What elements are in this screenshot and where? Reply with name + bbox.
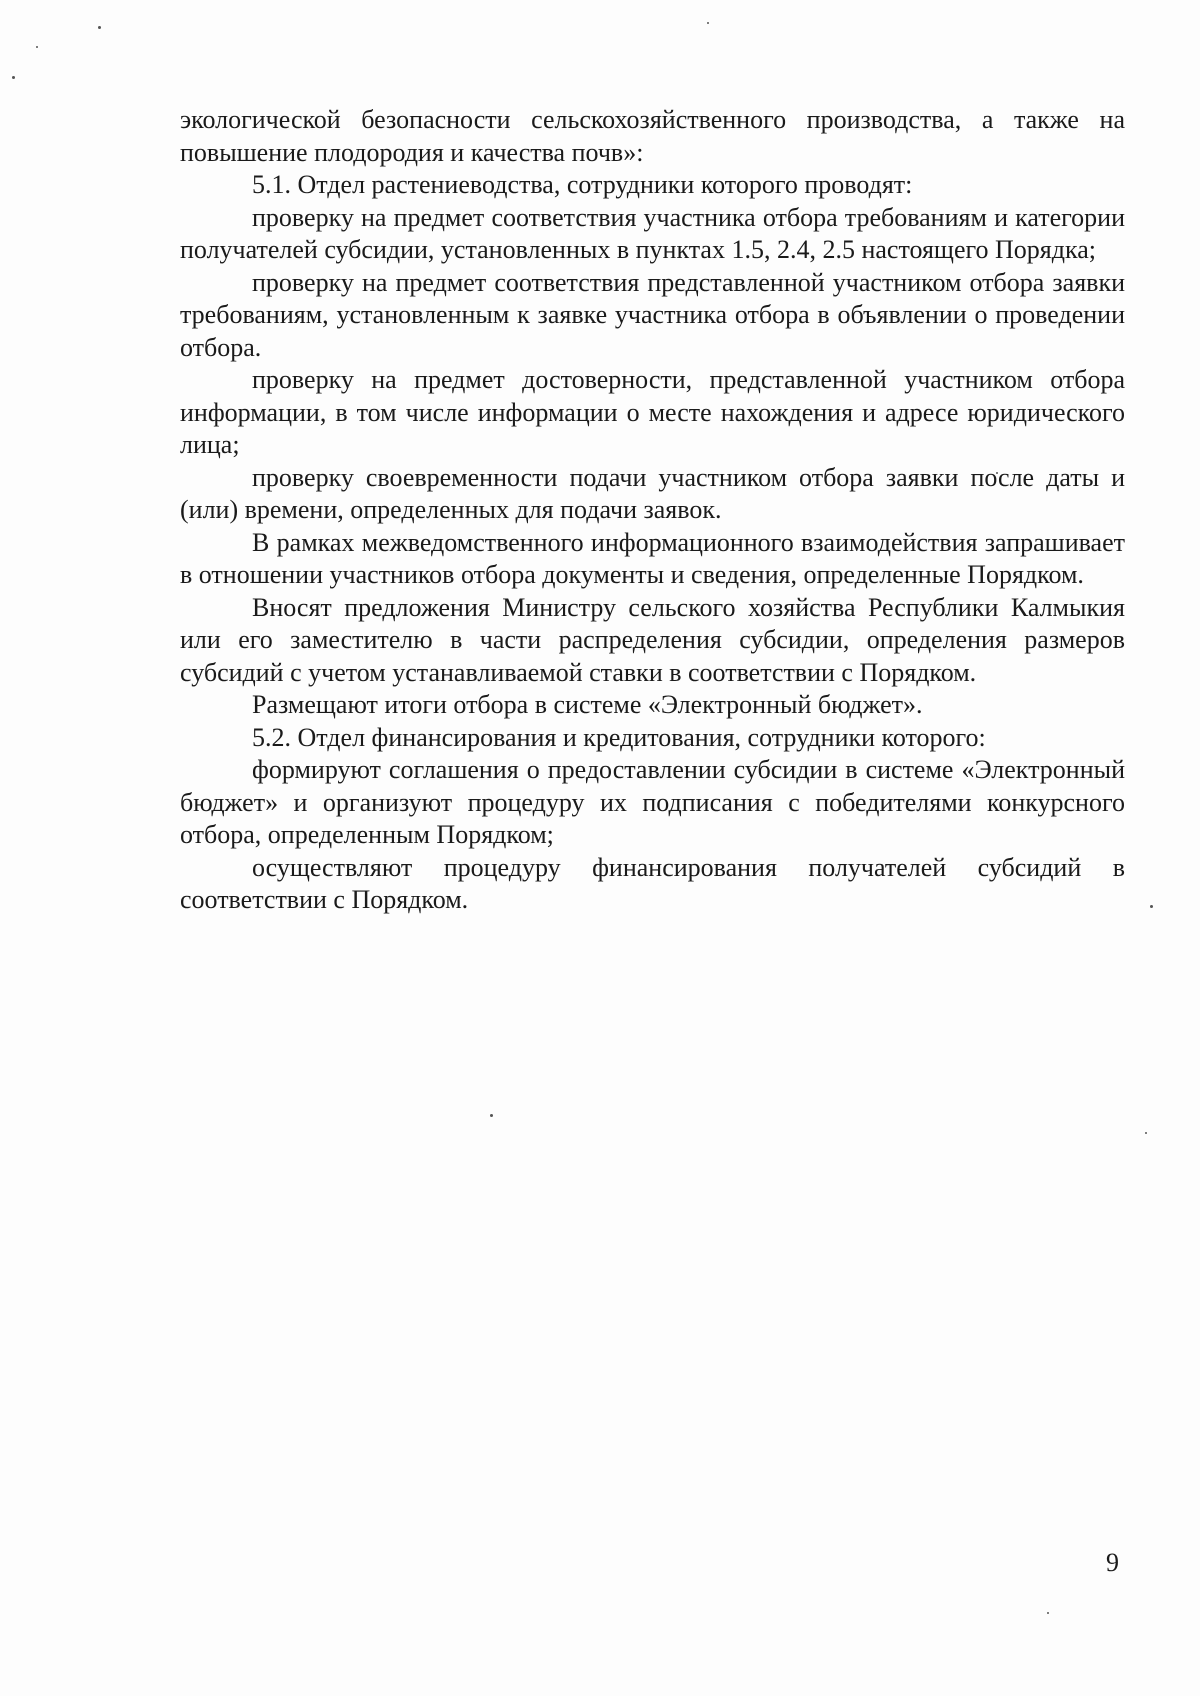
paragraph: Вносят предложения Министру сельского хозяйства Республики Калмыкия или его заместителю в части распределения субсидии, определения размеров субсидий с учетом устанавливаемой ставки в соответствии с Порядком. (180, 592, 1125, 687)
paragraph: проверку на предмет соответствия представленной участником отбора заявки требованиям, установленным к заявке участника отбора в объявлении о проведении отбора. (180, 267, 1125, 362)
scan-speck (12, 76, 15, 79)
scan-speck (1145, 1132, 1147, 1134)
section-5-2-heading: 5.2. Отдел финансирования и кредитования, сотрудники которого: (252, 722, 986, 752)
paragraph: проверку своевременности подачи участником отбора заявки после даты и (или) времени, определенных для подачи заявок. (180, 462, 1125, 524)
scan-speck (707, 22, 709, 24)
scan-speck (1150, 905, 1153, 908)
page-number: 9 (1106, 1548, 1119, 1577)
section-5-1-heading: 5.1. Отдел растениеводства, сотрудники которого проводят: (252, 170, 913, 199)
paragraph: Размещают итоги отбора в системе «Электронный бюджет». (252, 690, 923, 719)
document-body (180, 104, 1125, 917)
paragraph: формируют соглашения о предоставлении субсидии в системе «Электронный бюджет» и организуют процедуру их подписания с победителями конкурсного отбора, определенным Порядком; (180, 755, 1125, 849)
paragraph: осуществляют процедуру финансирования получателей субсидий в соответствии с Порядком. (180, 852, 1125, 914)
paragraph: проверку на предмет соответствия участника отбора требованиям и категории получателей субсидии, установленных в пунктах 1.5, 2.4, 2.5 настоящего Порядка; (180, 202, 1125, 264)
paragraph-continuation: экологической безопасности сельскохозяйственного производства, а также на повышение плодородия и качества почв»: (180, 105, 1125, 167)
scan-speck (490, 1114, 493, 1117)
scan-speck (98, 26, 101, 29)
scan-speck (36, 46, 38, 48)
paragraph: В рамках межведомственного информационного взаимодействия запрашивает в отношении участников отбора документы и сведения, определенные Порядком. (180, 527, 1125, 589)
scan-speck (1047, 1612, 1049, 1614)
paragraph: проверку на предмет достоверности, представленной участником отбора информации, в том числе информации о месте нахождения и адресе юридического лица; (180, 365, 1125, 459)
